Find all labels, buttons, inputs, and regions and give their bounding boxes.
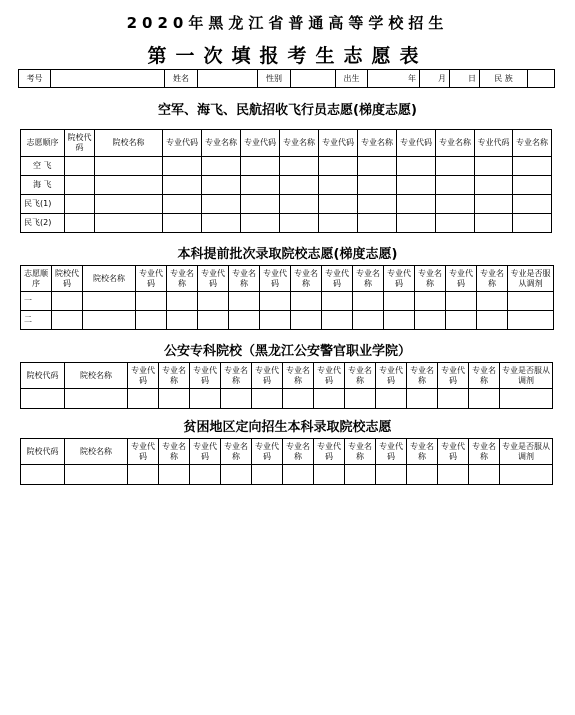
cell-input[interactable] xyxy=(167,292,198,311)
major-name-header: 专业名称 xyxy=(291,266,322,292)
row-label-second: 二 xyxy=(21,311,52,330)
cell-input[interactable] xyxy=(436,157,475,176)
cell-input[interactable] xyxy=(319,157,358,176)
ethnic-field[interactable] xyxy=(528,70,555,88)
cell-input[interactable] xyxy=(384,292,415,311)
school-name-header: 院校名称 xyxy=(95,130,163,157)
major-code-header: 专业代码 xyxy=(438,363,469,389)
major-name-header: 专业名称 xyxy=(221,439,252,465)
major-code-header: 专业代码 xyxy=(475,130,513,157)
cell-input[interactable] xyxy=(202,157,241,176)
major-name-header: 专业名称 xyxy=(159,439,190,465)
section3-table xyxy=(20,362,553,409)
major-code-header: 专业代码 xyxy=(163,130,202,157)
cell-input[interactable] xyxy=(319,176,358,195)
cell-input[interactable] xyxy=(221,465,252,485)
cell-input[interactable] xyxy=(384,311,415,330)
cell-input[interactable] xyxy=(95,195,163,214)
major-code-header: 专业代码 xyxy=(438,439,469,465)
major-code-header: 专业代码 xyxy=(314,439,345,465)
cell-input[interactable] xyxy=(475,214,513,233)
title-line2: 第一次填报考生志愿表 xyxy=(147,45,428,67)
cell-input[interactable] xyxy=(513,157,552,176)
section4-title: 贫困地区定向招生本科录取院校志愿 xyxy=(183,420,392,435)
row-label-first: 一 xyxy=(21,292,52,311)
cell-input[interactable] xyxy=(376,465,407,485)
name-field[interactable] xyxy=(198,70,258,88)
cell-input[interactable] xyxy=(319,214,358,233)
major-name-header: 专业名称 xyxy=(283,439,314,465)
day-label: 日 xyxy=(468,73,476,83)
school-code-header: 院校代码 xyxy=(52,266,83,292)
cell-input[interactable] xyxy=(65,214,95,233)
cell-input[interactable] xyxy=(397,214,436,233)
school-name-header: 院校名称 xyxy=(83,266,136,292)
major-code-header: 专业代码 xyxy=(198,266,229,292)
major-code-header: 专业代码 xyxy=(136,266,167,292)
cell-input[interactable] xyxy=(83,292,136,311)
cell-input[interactable] xyxy=(353,311,384,330)
cell-input[interactable] xyxy=(415,311,446,330)
cell-input[interactable] xyxy=(322,311,353,330)
major-name-header: 专业名称 xyxy=(221,363,252,389)
major-name-header: 专业名称 xyxy=(229,266,260,292)
cell-input[interactable] xyxy=(407,465,438,485)
cell-input[interactable] xyxy=(260,292,291,311)
cell-input[interactable] xyxy=(436,176,475,195)
cell-input[interactable] xyxy=(159,389,190,409)
cell-input[interactable] xyxy=(65,389,128,409)
cell-input[interactable] xyxy=(190,465,221,485)
major-code-header: 专业代码 xyxy=(128,439,159,465)
adjust-header: 专业是否服从调剂 xyxy=(500,363,553,389)
major-name-header: 专业名称 xyxy=(436,130,475,157)
cell-input[interactable] xyxy=(415,292,446,311)
major-code-header: 专业代码 xyxy=(190,439,221,465)
section2-table xyxy=(20,265,554,330)
cell-input[interactable] xyxy=(397,157,436,176)
cell-input[interactable] xyxy=(283,465,314,485)
major-name-header: 专业名称 xyxy=(358,130,397,157)
cell-input[interactable] xyxy=(159,465,190,485)
cell-input[interactable] xyxy=(477,292,508,311)
cell-input[interactable] xyxy=(280,157,319,176)
cell-input[interactable] xyxy=(353,292,384,311)
cell-input[interactable] xyxy=(376,389,407,409)
ethnic-label: 民 族 xyxy=(480,70,528,88)
row-label-air-force: 空 飞 xyxy=(21,157,65,176)
cell-input[interactable] xyxy=(241,176,280,195)
major-code-header: 专业代码 xyxy=(376,439,407,465)
school-name-header: 院校名称 xyxy=(65,439,128,465)
major-code-header: 专业代码 xyxy=(322,266,353,292)
cell-input[interactable] xyxy=(475,195,513,214)
major-code-header: 专业代码 xyxy=(128,363,159,389)
major-name-header: 专业名称 xyxy=(477,266,508,292)
year-label: 年 xyxy=(408,73,416,83)
cell-input[interactable] xyxy=(163,214,202,233)
cell-input[interactable] xyxy=(345,389,376,409)
month-label: 月 xyxy=(438,73,446,83)
cell-input[interactable] xyxy=(136,311,167,330)
cell-input[interactable] xyxy=(475,176,513,195)
cell-input[interactable] xyxy=(508,311,554,330)
major-name-header: 专业名称 xyxy=(353,266,384,292)
cell-input[interactable] xyxy=(229,311,260,330)
cell-input[interactable] xyxy=(21,389,65,409)
major-code-header: 专业代码 xyxy=(446,266,477,292)
cell-input[interactable] xyxy=(358,195,397,214)
major-code-header: 专业代码 xyxy=(260,266,291,292)
major-name-header: 专业名称 xyxy=(159,363,190,389)
info-table xyxy=(18,69,555,88)
cell-input[interactable] xyxy=(241,195,280,214)
gender-field[interactable] xyxy=(291,70,336,88)
cell-input[interactable] xyxy=(202,214,241,233)
major-code-header: 专业代码 xyxy=(397,130,436,157)
cell-input[interactable] xyxy=(52,292,83,311)
major-name-header: 专业名称 xyxy=(407,439,438,465)
cell-input[interactable] xyxy=(167,311,198,330)
cell-input[interactable] xyxy=(446,292,477,311)
major-name-header: 专业名称 xyxy=(280,130,319,157)
cell-input[interactable] xyxy=(241,214,280,233)
cell-input[interactable] xyxy=(190,389,221,409)
major-name-header: 专业名称 xyxy=(469,439,500,465)
cell-input[interactable] xyxy=(446,311,477,330)
cell-input[interactable] xyxy=(500,389,553,409)
cell-input[interactable] xyxy=(322,292,353,311)
cell-input[interactable] xyxy=(513,195,552,214)
cell-input[interactable] xyxy=(397,195,436,214)
major-code-header: 专业代码 xyxy=(319,130,358,157)
cell-input[interactable] xyxy=(508,292,554,311)
cell-input[interactable] xyxy=(21,465,65,485)
cell-input[interactable] xyxy=(128,389,159,409)
cell-input[interactable] xyxy=(280,176,319,195)
cell-input[interactable] xyxy=(397,176,436,195)
cell-input[interactable] xyxy=(280,195,319,214)
cell-input[interactable] xyxy=(65,157,95,176)
cell-input[interactable] xyxy=(95,157,163,176)
section4-table xyxy=(20,438,553,485)
cell-input[interactable] xyxy=(229,292,260,311)
cell-input[interactable] xyxy=(241,157,280,176)
cell-input[interactable] xyxy=(500,465,553,485)
row-label-civil-1: 民飞(1) xyxy=(21,195,65,214)
cell-input[interactable] xyxy=(163,157,202,176)
school-code-header: 院校代码 xyxy=(65,130,95,157)
cell-input[interactable] xyxy=(314,389,345,409)
cell-input[interactable] xyxy=(260,311,291,330)
birth-label: 出生 xyxy=(336,70,368,88)
cell-input[interactable] xyxy=(469,465,500,485)
row-label-navy: 海 飞 xyxy=(21,176,65,195)
cell-input[interactable] xyxy=(319,195,358,214)
major-name-header: 专业名称 xyxy=(407,363,438,389)
cell-input[interactable] xyxy=(513,214,552,233)
cell-input[interactable] xyxy=(221,389,252,409)
cell-input[interactable] xyxy=(475,157,513,176)
gender-label: 性别 xyxy=(258,70,291,88)
adjust-header: 专业是否服从调剂 xyxy=(508,266,554,292)
cell-input[interactable] xyxy=(52,311,83,330)
cell-input[interactable] xyxy=(136,292,167,311)
major-code-header: 专业代码 xyxy=(376,363,407,389)
cell-input[interactable] xyxy=(436,214,475,233)
cell-input[interactable] xyxy=(198,292,229,311)
cell-input[interactable] xyxy=(345,465,376,485)
major-name-header: 专业名称 xyxy=(202,130,241,157)
cell-input[interactable] xyxy=(65,195,95,214)
cell-input[interactable] xyxy=(283,389,314,409)
row-label-civil-2: 民飞(2) xyxy=(21,214,65,233)
cell-input[interactable] xyxy=(163,176,202,195)
cell-input[interactable] xyxy=(252,389,283,409)
cell-input[interactable] xyxy=(95,176,163,195)
major-code-header: 专业代码 xyxy=(241,130,280,157)
birth-year-field[interactable] xyxy=(368,70,420,88)
cell-input[interactable] xyxy=(407,389,438,409)
cell-input[interactable] xyxy=(438,465,469,485)
cell-input[interactable] xyxy=(358,157,397,176)
major-name-header: 专业名称 xyxy=(513,130,552,157)
name-label: 姓名 xyxy=(165,70,198,88)
exam-no-label: 考号 xyxy=(19,70,51,88)
order-header: 志愿顺序 xyxy=(21,130,65,157)
major-code-header: 专业代码 xyxy=(314,363,345,389)
adjust-header: 专业是否服从调剂 xyxy=(500,439,553,465)
title-line1: 2020年黑龙江省普通高等学校招生 xyxy=(126,14,449,32)
school-code-header: 院校代码 xyxy=(21,439,65,465)
major-code-header: 专业代码 xyxy=(252,363,283,389)
cell-input[interactable] xyxy=(252,465,283,485)
cell-input[interactable] xyxy=(358,214,397,233)
order-header: 志愿顺序 xyxy=(21,266,52,292)
major-code-header: 专业代码 xyxy=(190,363,221,389)
section1-title: 空军、海飞、民航招收飞行员志愿(梯度志愿) xyxy=(158,103,417,118)
cell-input[interactable] xyxy=(513,176,552,195)
cell-input[interactable] xyxy=(358,176,397,195)
major-name-header: 专业名称 xyxy=(283,363,314,389)
birth-day-field[interactable] xyxy=(450,70,480,88)
section1-table xyxy=(20,129,552,233)
major-code-header: 专业代码 xyxy=(252,439,283,465)
cell-input[interactable] xyxy=(163,195,202,214)
section3-title: 公安专科院校（黑龙江公安警官职业学院） xyxy=(163,344,411,359)
cell-input[interactable] xyxy=(436,195,475,214)
cell-input[interactable] xyxy=(291,292,322,311)
cell-input[interactable] xyxy=(280,214,319,233)
major-code-header: 专业代码 xyxy=(384,266,415,292)
major-name-header: 专业名称 xyxy=(345,363,376,389)
cell-input[interactable] xyxy=(469,389,500,409)
school-name-header: 院校名称 xyxy=(65,363,128,389)
cell-input[interactable] xyxy=(128,465,159,485)
school-code-header: 院校代码 xyxy=(21,363,65,389)
exam-no-field[interactable] xyxy=(51,70,165,88)
cell-input[interactable] xyxy=(314,465,345,485)
cell-input[interactable] xyxy=(202,176,241,195)
cell-input[interactable] xyxy=(65,176,95,195)
major-name-header: 专业名称 xyxy=(469,363,500,389)
cell-input[interactable] xyxy=(477,311,508,330)
major-name-header: 专业名称 xyxy=(345,439,376,465)
cell-input[interactable] xyxy=(83,311,136,330)
cell-input[interactable] xyxy=(65,465,128,485)
major-name-header: 专业名称 xyxy=(167,266,198,292)
section2-title: 本科提前批次录取院校志愿(梯度志愿) xyxy=(177,247,398,262)
major-name-header: 专业名称 xyxy=(415,266,446,292)
cell-input[interactable] xyxy=(291,311,322,330)
cell-input[interactable] xyxy=(198,311,229,330)
cell-input[interactable] xyxy=(438,389,469,409)
cell-input[interactable] xyxy=(202,195,241,214)
birth-month-field[interactable] xyxy=(420,70,450,88)
cell-input[interactable] xyxy=(95,214,163,233)
